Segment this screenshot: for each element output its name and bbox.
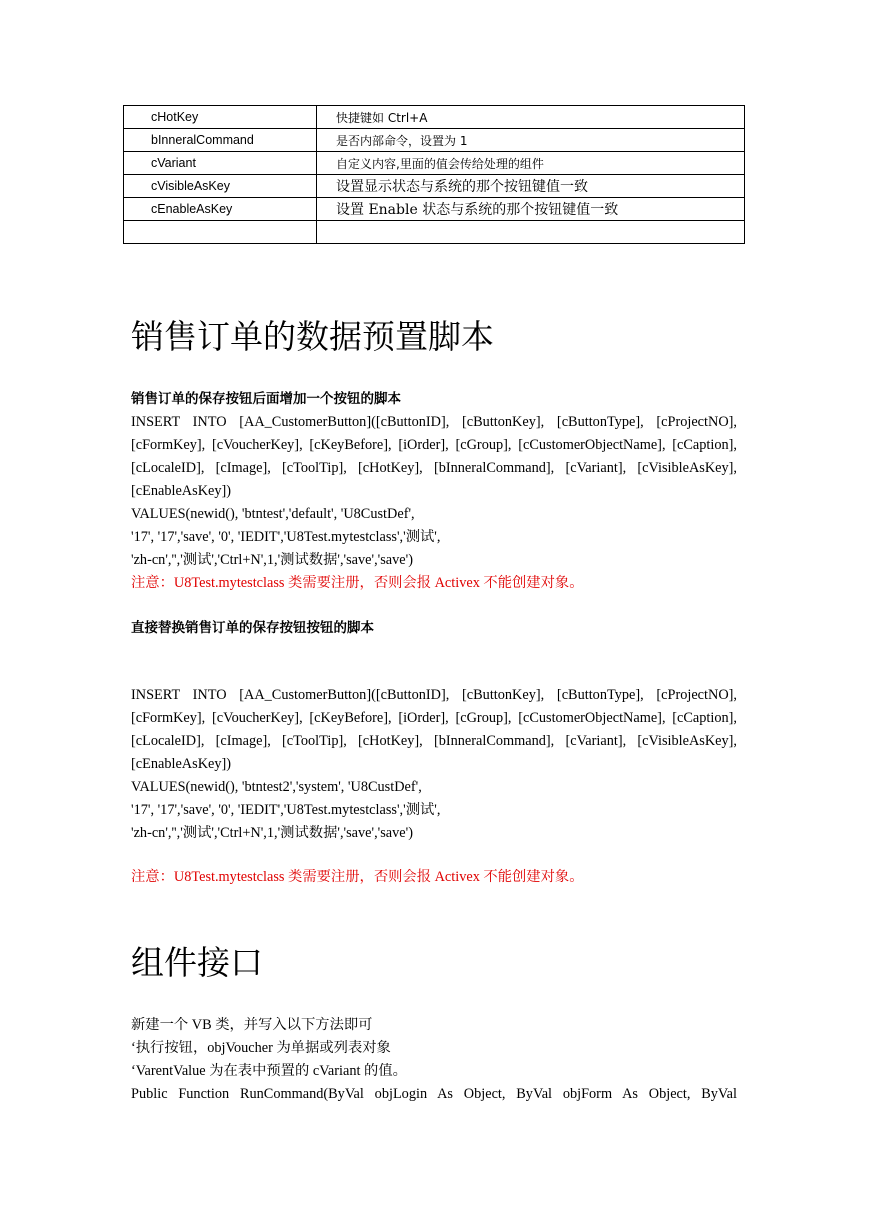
param-key: cVariant — [124, 152, 317, 175]
param-desc: 是否内部命令，设置为 1 — [317, 129, 745, 152]
insert-statement: INSERT INTO [AA_CustomerButton]([cButtonID], [cButtonKey], [cButtonType], [cProjectNO], [cFormKey], [cVoucherKey], [cKeyBefore], [iOrder], [cGroup], [cCustomerObjectName], [cCaption], [cLocaleID], [cImage], [cToolTip], [cHotKey], [bInneralCommand], [cVariant], [cVisibleAsKey], [cEnableAsKey]) — [131, 414, 737, 499]
param-desc: 设置显示状态与系统的那个按钮键值一致 — [317, 175, 745, 198]
values-line: '17', '17','save', '0', 'IEDIT','U8Test.mytestclass','测试', — [131, 802, 441, 818]
values-line: 'zh-cn','','测试','Ctrl+N',1,'测试数据','save','save') — [131, 552, 413, 568]
code-line: Public Function RunCommand(ByVal objLogin As Object, ByVal objForm As Object, ByVal — [131, 1086, 737, 1102]
preset-script-block-2 — [131, 684, 737, 845]
component-interface-block — [131, 1014, 737, 1106]
body-line: ‘执行按钮，objVoucher 为单据或列表对象 — [131, 1040, 391, 1056]
param-key: cVisibleAsKey — [124, 175, 317, 198]
param-desc — [317, 221, 745, 244]
param-desc: 设置 Enable 状态与系统的那个按钮键值一致 — [317, 198, 745, 221]
param-desc: 快捷键如 Ctrl+A — [317, 106, 745, 129]
subheading-replace-button: 直接替换销售订单的保存按钮按钮的脚本 — [131, 620, 374, 636]
registration-note: 注意：U8Test.mytestclass 类需要注册，否则会报 Activex 不能创建对象。 — [131, 575, 584, 591]
values-line: '17', '17','save', '0', 'IEDIT','U8Test.mytestclass','测试', — [131, 529, 441, 545]
body-line: ‘VarentValue 为在表中预置的 cVariant 的值。 — [131, 1063, 407, 1079]
param-key — [124, 221, 317, 244]
table-row — [124, 175, 745, 198]
param-key: cHotKey — [124, 106, 317, 129]
values-line: VALUES(newid(), 'btntest','default', 'U8CustDef', — [131, 506, 415, 522]
table-row — [124, 221, 745, 244]
table-row — [124, 198, 745, 221]
preset-script-block-2-heading — [131, 617, 737, 640]
registration-note: 注意：U8Test.mytestclass 类需要注册，否则会报 Activex 不能创建对象。 — [131, 869, 584, 885]
param-desc: 自定义内容,里面的值会传给处理的组件 — [317, 152, 745, 175]
table-row — [124, 129, 745, 152]
preset-script-note-2 — [131, 866, 737, 889]
param-key: cEnableAsKey — [124, 198, 317, 221]
body-line: 新建一个 VB 类，并写入以下方法即可 — [131, 1017, 373, 1033]
values-line: VALUES(newid(), 'btntest2','system', 'U8CustDef', — [131, 779, 422, 795]
table-row — [124, 106, 745, 129]
insert-statement: INSERT INTO [AA_CustomerButton]([cButtonID], [cButtonKey], [cButtonType], [cProjectNO], [cFormKey], [cVoucherKey], [cKeyBefore], [iOrder], [cGroup], [cCustomerObjectName], [cCaption], [cLocaleID], [cImage], [cToolTip], [cHotKey], [bInneralCommand], [cVariant], [cVisibleAsKey], [cEnableAsKey]) — [131, 687, 737, 772]
section-title-preset-script: 销售订单的数据预置脚本 — [131, 317, 494, 356]
table-row — [124, 152, 745, 175]
subheading-add-button: 销售订单的保存按钮后面增加一个按钮的脚本 — [131, 391, 401, 407]
preset-script-block-1 — [131, 388, 737, 595]
section-title-component-interface: 组件接口 — [131, 943, 263, 982]
param-key: bInneralCommand — [124, 129, 317, 152]
values-line: 'zh-cn','','测试','Ctrl+N',1,'测试数据','save','save') — [131, 825, 413, 841]
button-params-table — [123, 105, 745, 244]
